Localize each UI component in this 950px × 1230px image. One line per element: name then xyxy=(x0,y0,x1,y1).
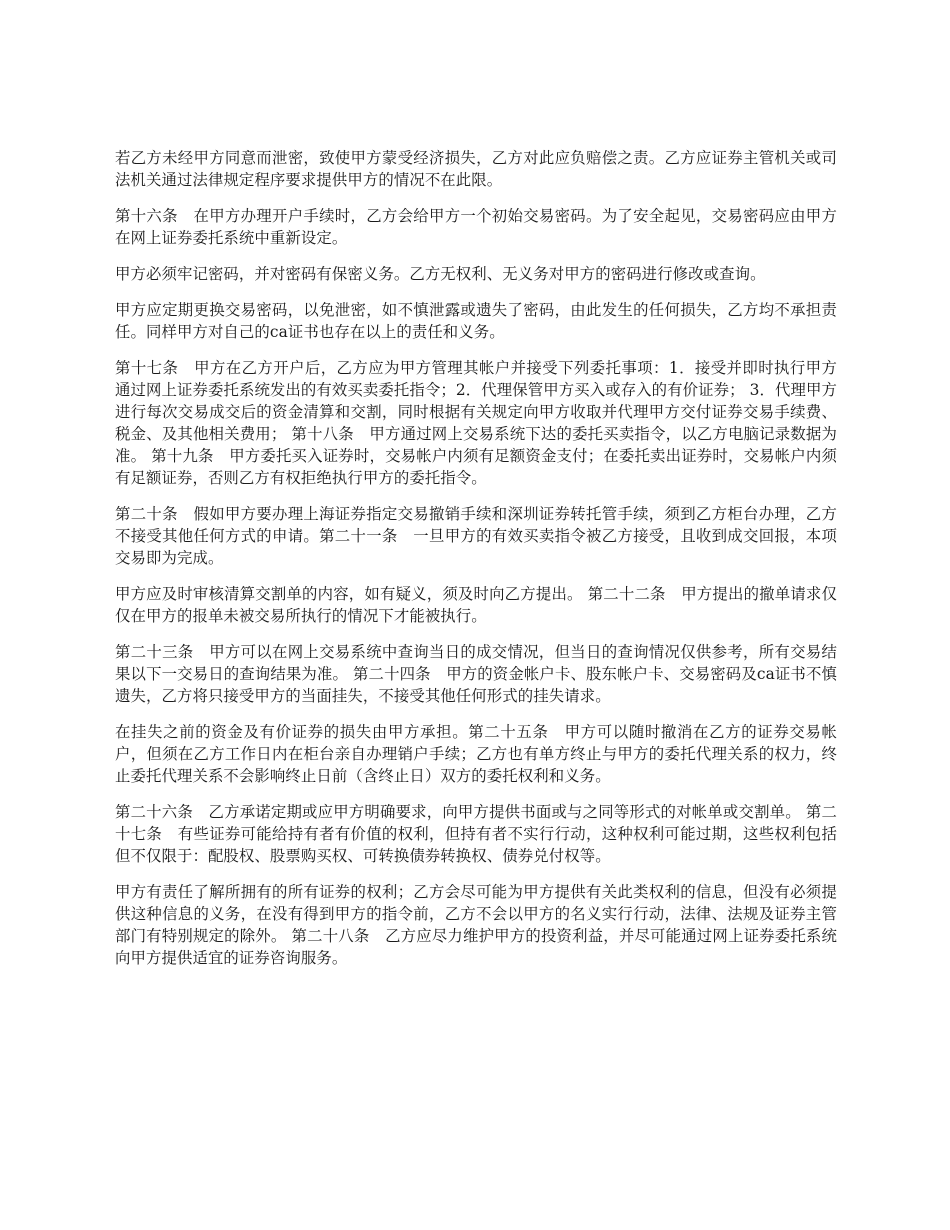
paragraph-2: 第十六条 在甲方办理开户手续时，乙方会给甲方一个初始交易密码。为了安全起见，交易密码应由甲方在网上证券委托系统中重新设定。 xyxy=(115,207,837,247)
paragraph-3: 甲方必须牢记密码，并对密码有保密义务。乙方无权利、无义务对甲方的密码进行修改或查询。 xyxy=(115,265,766,283)
paragraph-6: 第二十条 假如甲方要办理上海证券指定交易撤销手续和深圳证券转托管手续，须到乙方柜台办理，乙方不接受其他任何方式的申请。第二十一条 一旦甲方的有效买卖指令被乙方接受，且收到成交回报，本项交易即为完成。 xyxy=(115,505,837,567)
paragraph-4: 甲方应定期更换交易密码，以免泄密，如不慎泄露或遗失了密码，由此发生的任何损失，乙方均不承担责任。同样甲方对自己的ca证书也存在以上的责任和义务。 xyxy=(115,301,837,341)
paragraph-10: 第二十六条 乙方承诺定期或应甲方明确要求，向甲方提供书面或与之同等形式的对帐单或交割单。 第二十七条 有些证券可能给持有者有价值的权利，但持有者不实行行动，这种权利可能过期，这些权利包括但不仅限于：配股权、股票购买权、可转换债券转换权、债券兑付权等。 xyxy=(115,803,837,865)
paragraph-8: 第二十三条 甲方可以在网上交易系统中查询当日的成交情况，但当日的查询情况仅供参考，所有交易结果以下一交易日的查询结果为准。 第二十四条 甲方的资金帐户卡、股东帐户卡、交易密码及ca证书不慎遗失，乙方将只接受甲方的当面挂失，不接受其他任何形式的挂失请求。 xyxy=(115,643,837,705)
document-body xyxy=(115,147,837,983)
paragraph-5: 第十七条 甲方在乙方开户后，乙方应为甲方管理其帐户并接受下列委托事项：1．接受并即时执行甲方通过网上证券委托系统发出的有效买卖委托指令；2．代理保管甲方买入或存入的有价证券； 3．代理甲方进行每次交易成交后的资金清算和交割，同时根据有关规定向甲方收取并代理甲方交付证券交易手续费、税金、及其他相关费用； 第十八条 甲方通过网上交易系统下达的委托买卖指令，以乙方电脑记录数据为准。 第十九条 甲方委托买入证券时，交易帐户内须有足额资金支付；在委托卖出证券时，交易帐户内须有足额证券，否则乙方有权拒绝执行甲方的委托指令。 xyxy=(115,359,837,487)
paragraph-11: 甲方有责任了解所拥有的所有证券的权利；乙方会尽可能为甲方提供有关此类权利的信息，但没有必须提供这种信息的义务，在没有得到甲方的指令前，乙方不会以甲方的名义实行行动，法律、法规及证券主管部门有特别规定的除外。 第二十八条 乙方应尽力维护甲方的投资利益，并尽可能通过网上证券委托系统向甲方提供适宜的证券咨询服务。 xyxy=(115,883,837,967)
paragraph-1: 若乙方未经甲方同意而泄密，致使甲方蒙受经济损失，乙方对此应负赔偿之责。乙方应证券主管机关或司法机关通过法律规定程序要求提供甲方的情况不在此限。 xyxy=(115,149,837,189)
paragraph-7: 甲方应及时审核清算交割单的内容，如有疑义，须及时向乙方提出。 第二十二条 甲方提出的撤单请求仅仅在甲方的报单未被交易所执行的情况下才能被执行。 xyxy=(115,585,837,625)
paragraph-9: 在挂失之前的资金及有价证券的损失由甲方承担。第二十五条 甲方可以随时撤消在乙方的证券交易帐户，但须在乙方工作日内在柜台亲自办理销户手续；乙方也有单方终止与甲方的委托代理关系的权力，终止委托代理关系不会影响终止日前（含终止日）双方的委托权利和义务。 xyxy=(115,723,837,785)
